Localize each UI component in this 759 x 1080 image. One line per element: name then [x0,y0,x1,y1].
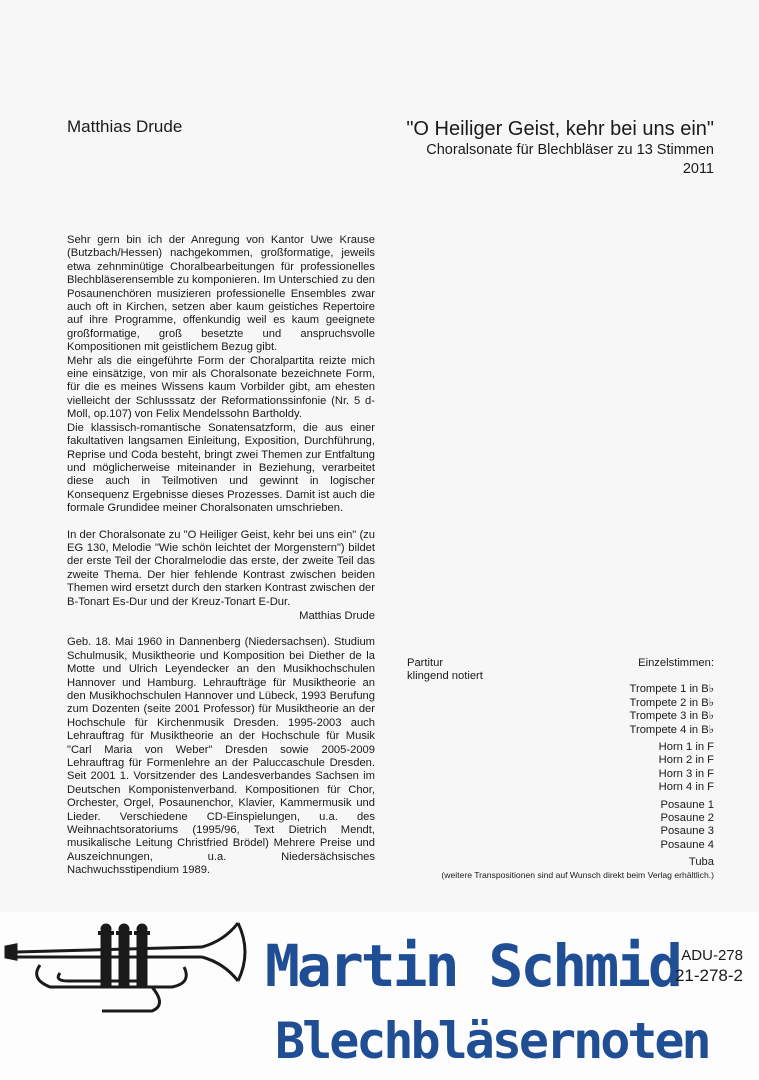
trumpet-parts [630,683,714,737]
score-notation: klingend notiert [407,670,483,683]
description-paragraph: Sehr gern bin ich der Anregung von Kantor Uwe Krause (Butzbach/Hessen) nachgekommen, großformatige, jeweils etwa zehnminütige Choralbearbeitungen für professionelles Blechbläserensemble zu komponieren. Im Unterschied zu den Posaunenchören musizieren professionelle Ensembles zwar auch oft in Kirchen, setzen aber kaum geistiches Repertoire auf ihre Programme, offenkundig weil es kaum geeignete großformatige, groß besetzte und anspruchsvolle Kompositionen mit geistlichem Bezug gibt. [67,234,375,354]
composer-biography: Geb. 18. Mai 1960 in Dannenberg (Niedersachsen). Studium Schulmusik, Musiktheorie und Komposition bei Diether de la Motte und Ulrich Leyendecker an den Musikhochschulen Hannover und Hamburg. Lehraufträge für Musiktheorie an den Musikhochschulen Hannover und Lübeck, 1993 Berufung zum Dozenten (seite 2001 Professor) für Musiktheorie an der Hochschule für Kirchenmusik Dresden. 1995-2003 auch Lehrauftrag für Musiktheorie an der Hochschule für Musik "Carl Maria von Weber" Dresden sowie 2005-2009 Lehrauftrag für Formenlehre an der Paluccaschule Dresden. Seit 2001 1. Vorsitzender des Landesverbandes Sachsen im Deutschen Komponistenverband. Kompositionen für Chor, Orchester, Orgel, Posaunenchor, Klavier, Kammermusik und Lieder. Verschiedene CD-Einspielungen, u.a. des Weihnachtsoratoriums (1995/96, Text Dietrich Mendt, musikalische Leitung Christfried Brödel) Mehrere Preise und Auszeichnungen, u.a. Niedersächsisches Nachwuchsstipendium 1989. [67,636,375,877]
publisher-name: Martin Schmid [265,932,680,1000]
parts-heading: Einzelstimmen: [638,657,714,669]
composer-name: Matthias Drude [67,117,183,136]
part-item: Posaune 3 [660,825,714,838]
catalog-info [675,946,743,986]
author-signature: Matthias Drude [299,609,375,622]
part-item: Horn 4 in F [658,781,714,794]
catalog-code: ADU-278 [681,947,743,964]
description-paragraph: Die klassisch-romantische Sonatensatzform, die aus einer fakultativen langsamen Einleitung, Exposition, Durchführung, Reprise und Coda besteht, bringt zwei Themen zur Entfaltung und möglicherweise miteinander in Beziehung, verarbeitet diese auch in Teilmotiven und gewinnt in logischer Konsequenz Ergebnisse dieses Prozesses. Damit ist auch die formale Grundidee meiner Choralsonaten umschrieben. [67,421,375,515]
description-column [67,234,375,878]
part-item: Trompete 4 in B♭ [629,723,714,736]
publisher-subtitle: Blechbläsernoten [275,1012,709,1070]
trombone-parts [630,799,714,853]
part-item: Horn 2 in F [658,754,714,767]
description-paragraph: In der Choralsonate zu "O Heiliger Geist, kehr bei uns ein" (zu EG 130, Melodie "Wie schön leichtet der Morgenstern") bildet der erste Teil der Choralmelodie das erste, der zweite Teil das zweite Thema. Der hier fehlende Kontrast zwischen beiden Themen wird ersetzt durch den starken Kontrast zwischen der B-Tonart Es-Dur und der Kreuz-Tonart E-Dur. [67,528,375,608]
transposition-note: (weitere Transpositionen sind auf Wunsch direkt beim Verlag erhältlich.) [441,870,714,880]
parts-list [630,657,714,874]
catalog-number: 21-278-2 [674,966,743,985]
title-block [406,117,714,179]
part-item: Trompete 1 in B♭ [629,683,714,696]
horn-parts [630,741,714,795]
part-item: Posaune 1 [660,798,714,811]
piece-year: 2011 [682,161,714,177]
part-item: Posaune 2 [660,812,714,825]
part-item: Tuba [688,856,714,869]
part-item: Horn 3 in F [658,767,714,780]
score-label: Partitur [407,657,444,669]
description-paragraph: Mehr als die eingeführte Form der Choralpartita reizte mich eine einsätzige, von mir als Choralsonate bezeichnete Form, für die es meines Wissens kaum Vorbilder gibt, am ehesten vielleicht der Schlusssatz der Reformationssinfonie (Nr. 5 d-Moll, op.107) von Felix Mendelssohn Bartholdy. [67,354,375,421]
part-item: Trompete 2 in B♭ [629,696,714,709]
part-item: Trompete 3 in B♭ [629,710,714,723]
trumpet-icon [2,917,264,1015]
score-info [407,657,483,684]
tuba-part [630,856,714,869]
piece-title: "O Heiliger Geist, kehr bei uns ein" [406,118,714,140]
part-item: Horn 1 in F [658,741,714,754]
piece-subtitle: Choralsonate für Blechbläser zu 13 Stimmen [426,142,714,158]
part-item: Posaune 4 [660,838,714,851]
